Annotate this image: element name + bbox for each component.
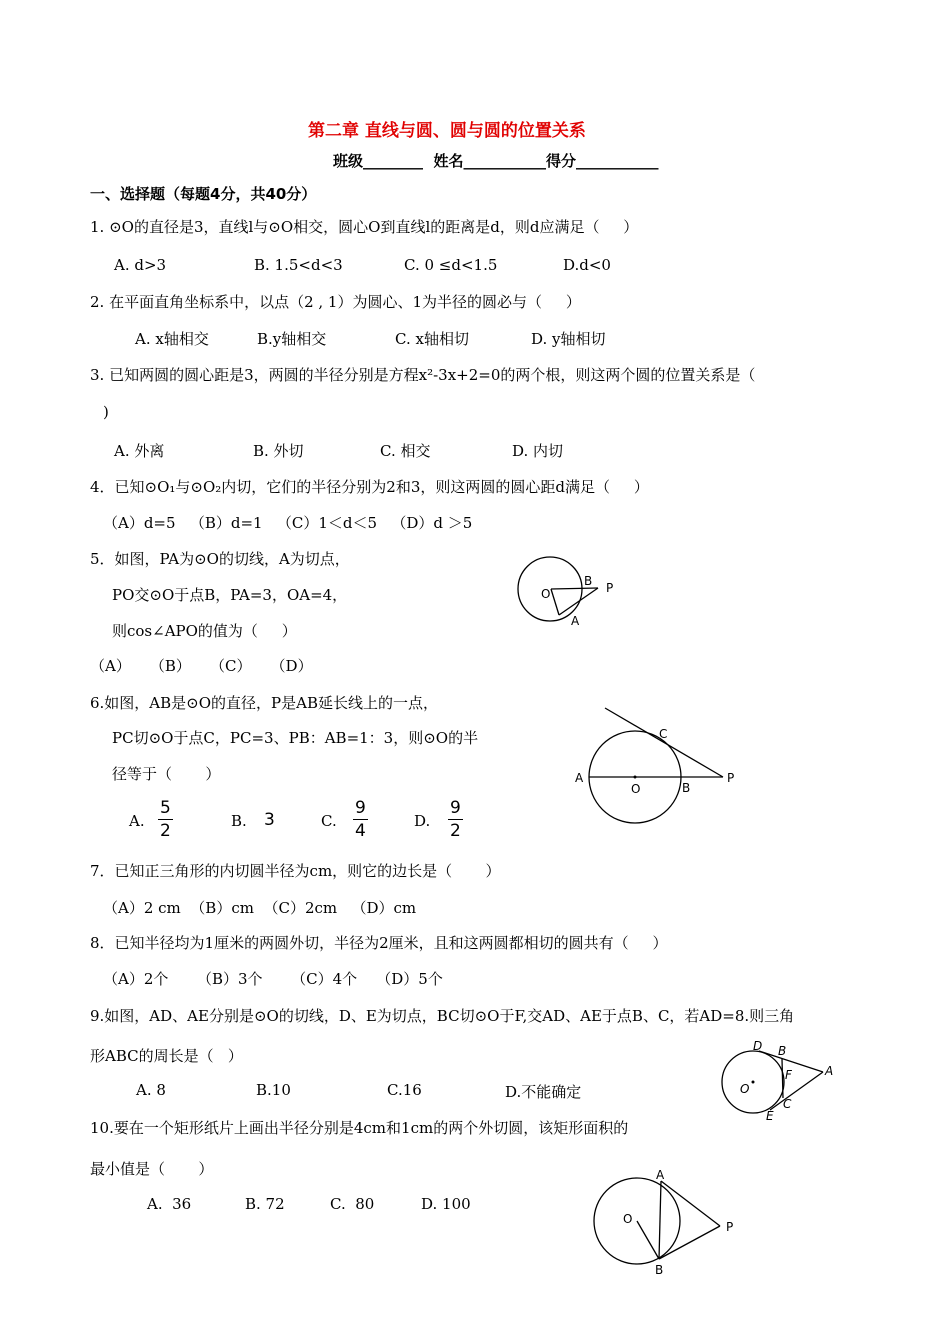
q6-d-numerator: 9 [450, 798, 461, 818]
fig9-label-a: A [825, 1064, 834, 1078]
fig6-label-c: C [659, 727, 668, 741]
q1-option-c: C. 0 ≤d<1.5 [404, 256, 498, 274]
q10-option-a: A. 36 [147, 1195, 192, 1213]
q6-figure [570, 700, 750, 830]
q10-option-c: C. 80 [330, 1195, 375, 1213]
fig6-label-a: A [575, 771, 584, 785]
fig5-label-p: P [606, 581, 614, 595]
fig10-label-b: B [655, 1263, 664, 1277]
q6-option-d-fraction [448, 797, 463, 842]
question-2-stem: 2. 在平面直角坐标系中，以点（2 , 1）为圆心、1为半径的圆必与（ ） [90, 293, 581, 311]
q2-option-d: D. y轴相切 [531, 330, 606, 348]
q3-option-a: A. 外离 [114, 442, 165, 460]
fig9-label-b: B [778, 1044, 787, 1058]
q6-option-c-letter: C. [321, 812, 337, 830]
q4-options: （A）d=5 （B）d=1 （C）1＜d＜5 （D）d ＞5 [103, 514, 473, 532]
question-3-stem-cont: ) [103, 403, 109, 421]
fig5-label-b: B [584, 574, 593, 588]
q5-figure [510, 548, 620, 638]
fig9-label-e: E [766, 1109, 774, 1123]
fig6-label-p: P [727, 771, 735, 785]
question-7-stem: 7．已知正三角形的内切圆半径为cm，则它的边长是（ ） [90, 862, 501, 880]
question-4-stem: 4．已知⊙O₁与⊙O₂内切，它们的半径分别为2和3，则这两圆的圆心距d满足（ ） [90, 478, 649, 496]
q6-option-b-letter: B. [231, 812, 247, 830]
fig10-label-a: A [656, 1168, 665, 1182]
q7-options: （A）2 cm （B）cm （C）2cm （D）cm [103, 899, 417, 917]
q2-option-c: C. x轴相切 [395, 330, 469, 348]
student-info-fields: 班级________ 姓名___________得分___________ [333, 152, 659, 170]
q9-option-a: A. 8 [136, 1081, 166, 1099]
q1-option-b: B. 1.5<d<3 [254, 256, 343, 274]
q9-option-b: B.10 [256, 1081, 291, 1099]
q6-option-c-fraction [353, 797, 368, 842]
question-3-stem: 3. 已知两圆的圆心距是3，两圆的半径分别是方程x²-3x+2=0的两个根，则这两个圆的位置关系是（ [90, 366, 756, 384]
q10-option-b: B. 72 [245, 1195, 285, 1213]
fig9-label-d: D [753, 1039, 763, 1053]
question-5-line2: PO交⊙O于点B，PA=3，OA=4， [112, 586, 348, 604]
q6-option-a-fraction [158, 797, 173, 842]
q6-option-a-letter: A. [129, 812, 145, 830]
q10-option-d: D. 100 [421, 1195, 471, 1213]
q3-option-c: C. 相交 [380, 442, 431, 460]
fig9-label-f: F [785, 1068, 792, 1082]
fig5-label-a: A [571, 614, 580, 628]
question-6-line1: 6.如图，AB是⊙O的直径，P是AB延长线上的一点， [90, 694, 438, 712]
question-9-line2: 形ABC的周长是（ ） [90, 1047, 243, 1065]
fig9-label-c: C [783, 1097, 792, 1111]
q2-option-b: B.y轴相交 [257, 330, 327, 348]
q9-option-c: C.16 [387, 1081, 422, 1099]
question-5-line3: 则cos∠APO的值为（ ） [112, 622, 297, 640]
question-6-line2: PC切⊙O于点C，PC=3、PB：AB=1：3，则⊙O的半 [112, 729, 479, 747]
q6-d-denominator: 2 [450, 821, 461, 841]
q1-option-d: D.d<0 [563, 256, 611, 274]
q5-options: （A） （B） （C） （D） [90, 657, 313, 675]
q6-option-b-value: 3 [264, 810, 275, 830]
question-10-line2: 最小值是（ ） [90, 1160, 214, 1178]
q6-c-denominator: 4 [355, 821, 366, 841]
question-6-line3: 径等于（ ） [112, 765, 221, 783]
fig10-label-o: O [623, 1212, 633, 1226]
question-9-line1: 9.如图，AD、AE分别是⊙O的切线，D、E为切点，BC切⊙O于F,交AD、AE于点B、C，若AD=8.则三角 [90, 1007, 795, 1025]
q8-options: （A）2个 （B）3个 （C）4个 （D）5个 [103, 970, 443, 988]
q6-a-denominator: 2 [160, 821, 171, 841]
q6-option-d-letter: D. [414, 812, 431, 830]
q2-option-a: A. x轴相交 [135, 330, 209, 348]
page-title: 第二章 直线与圆、圆与圆的位置关系 [308, 121, 586, 141]
q9-option-d: D.不能确定 [505, 1083, 582, 1101]
q3-option-b: B. 外切 [253, 442, 304, 460]
q3-option-d: D. 内切 [512, 442, 564, 460]
q6-a-numerator: 5 [160, 798, 171, 818]
fig9-label-o: O [740, 1082, 750, 1096]
fig5-label-o: O [541, 587, 551, 601]
question-10-line1: 10.要在一个矩形纸片上画出半径分别是4cm和1cm的两个外切圆，该矩形面积的 [90, 1119, 629, 1137]
question-1-stem: 1. ⊙O的直径是3，直线l与⊙O相交，圆心O到直线l的距离是d，则d应满足（ ） [90, 218, 639, 236]
fig10-label-p: P [726, 1220, 734, 1234]
q10-figure [585, 1165, 745, 1275]
fig6-label-o: O [631, 782, 641, 796]
q9-figure [715, 1038, 845, 1128]
question-5-line1: 5．如图，PA为⊙O的切线，A为切点， [90, 550, 350, 568]
q1-option-a: A. d>3 [114, 256, 167, 274]
section-heading: 一、选择题（每题4分，共40分） [90, 185, 317, 203]
q6-c-numerator: 9 [355, 798, 366, 818]
fig6-label-b: B [682, 781, 691, 795]
question-8-stem: 8．已知半径均为1厘米的两圆外切，半径为2厘米，且和这两圆都相切的圆共有（ ） [90, 934, 668, 952]
